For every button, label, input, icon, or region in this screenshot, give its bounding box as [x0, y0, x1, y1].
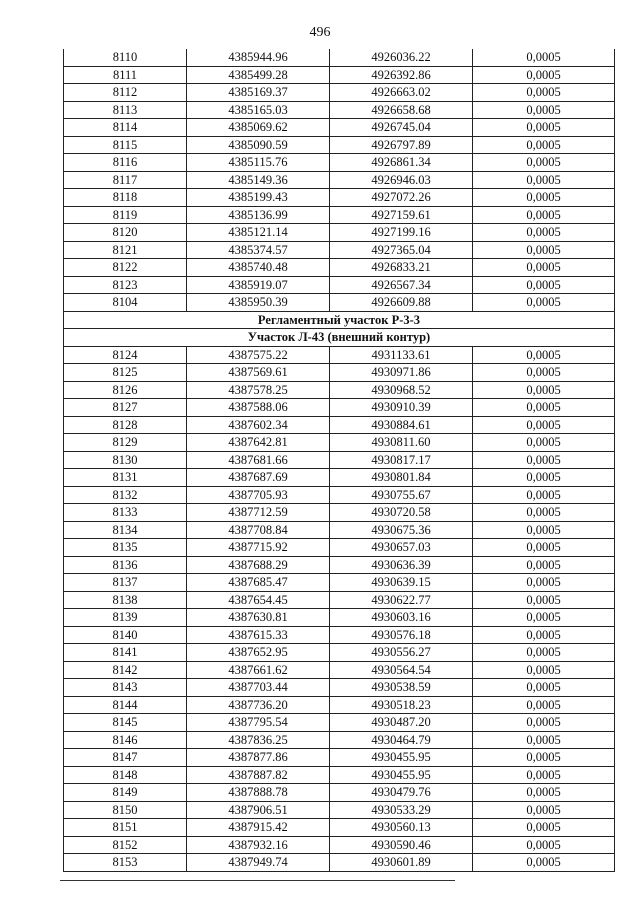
y-coordinate-cell: 4930657.03 [330, 539, 473, 557]
point-number-cell: 8122 [64, 259, 187, 277]
point-number-cell: 8141 [64, 644, 187, 662]
y-coordinate-cell: 4927365.04 [330, 241, 473, 259]
accuracy-cell: 0,0005 [473, 556, 615, 574]
table-row [64, 416, 615, 434]
y-coordinate-cell: 4930455.95 [330, 749, 473, 767]
y-coordinate-cell: 4930817.17 [330, 451, 473, 469]
accuracy-cell: 0,0005 [473, 696, 615, 714]
point-number-cell: 8145 [64, 714, 187, 732]
coordinates-table [63, 49, 615, 872]
x-coordinate-cell: 4385199.43 [187, 189, 330, 207]
point-number-cell: 8119 [64, 206, 187, 224]
table-row [64, 294, 615, 312]
point-number-cell: 8148 [64, 766, 187, 784]
x-coordinate-cell: 4387703.44 [187, 679, 330, 697]
accuracy-cell: 0,0005 [473, 644, 615, 662]
point-number-cell: 8120 [64, 224, 187, 242]
table-row [64, 49, 615, 66]
table-row [64, 469, 615, 487]
x-coordinate-cell: 4387661.62 [187, 661, 330, 679]
accuracy-cell: 0,0005 [473, 574, 615, 592]
accuracy-cell: 0,0005 [473, 171, 615, 189]
point-number-cell: 8135 [64, 539, 187, 557]
x-coordinate-cell: 4385165.03 [187, 101, 330, 119]
y-coordinate-cell: 4930910.39 [330, 399, 473, 417]
accuracy-cell: 0,0005 [473, 224, 615, 242]
x-coordinate-cell: 4385136.99 [187, 206, 330, 224]
table-row [64, 84, 615, 102]
x-coordinate-cell: 4387630.81 [187, 609, 330, 627]
table-row [64, 661, 615, 679]
x-coordinate-cell: 4385169.37 [187, 84, 330, 102]
accuracy-cell: 0,0005 [473, 661, 615, 679]
table-row [64, 66, 615, 84]
point-number-cell: 8138 [64, 591, 187, 609]
table-row [64, 801, 615, 819]
y-coordinate-cell: 4927159.61 [330, 206, 473, 224]
x-coordinate-cell: 4387705.93 [187, 486, 330, 504]
accuracy-cell: 0,0005 [473, 66, 615, 84]
table-row [64, 626, 615, 644]
point-number-cell: 8129 [64, 434, 187, 452]
accuracy-cell: 0,0005 [473, 294, 615, 312]
accuracy-cell: 0,0005 [473, 591, 615, 609]
y-coordinate-cell: 4930479.76 [330, 784, 473, 802]
point-number-cell: 8153 [64, 854, 187, 872]
accuracy-cell: 0,0005 [473, 626, 615, 644]
accuracy-cell: 0,0005 [473, 259, 615, 277]
x-coordinate-cell: 4387712.59 [187, 504, 330, 522]
point-number-cell: 8150 [64, 801, 187, 819]
x-coordinate-cell: 4387575.22 [187, 346, 330, 364]
y-coordinate-cell: 4930564.54 [330, 661, 473, 679]
subsection-title-row [64, 329, 615, 347]
point-number-cell: 8123 [64, 276, 187, 294]
table-row [64, 259, 615, 277]
y-coordinate-cell: 4930720.58 [330, 504, 473, 522]
table-row [64, 766, 615, 784]
y-coordinate-cell: 4930971.86 [330, 364, 473, 382]
y-coordinate-cell: 4930811.60 [330, 434, 473, 452]
y-coordinate-cell: 4930464.79 [330, 731, 473, 749]
point-number-cell: 8126 [64, 381, 187, 399]
y-coordinate-cell: 4930518.23 [330, 696, 473, 714]
accuracy-cell: 0,0005 [473, 766, 615, 784]
y-coordinate-cell: 4930533.29 [330, 801, 473, 819]
table-row [64, 556, 615, 574]
point-number-cell: 8124 [64, 346, 187, 364]
accuracy-cell: 0,0005 [473, 801, 615, 819]
point-number-cell: 8118 [64, 189, 187, 207]
point-number-cell: 8117 [64, 171, 187, 189]
accuracy-cell: 0,0005 [473, 276, 615, 294]
y-coordinate-cell: 4930639.15 [330, 574, 473, 592]
accuracy-cell: 0,0005 [473, 381, 615, 399]
x-coordinate-cell: 4387708.84 [187, 521, 330, 539]
x-coordinate-cell: 4387915.42 [187, 819, 330, 837]
point-number-cell: 8114 [64, 119, 187, 137]
table-row [64, 381, 615, 399]
x-coordinate-cell: 4387795.54 [187, 714, 330, 732]
table-row [64, 224, 615, 242]
table-row [64, 451, 615, 469]
accuracy-cell: 0,0005 [473, 819, 615, 837]
point-number-cell: 8139 [64, 609, 187, 627]
accuracy-cell: 0,0005 [473, 364, 615, 382]
accuracy-cell: 0,0005 [473, 539, 615, 557]
x-coordinate-cell: 4385121.14 [187, 224, 330, 242]
table-row [64, 364, 615, 382]
table-row [64, 749, 615, 767]
accuracy-cell: 0,0005 [473, 189, 615, 207]
point-number-cell: 8144 [64, 696, 187, 714]
point-number-cell: 8111 [64, 66, 187, 84]
table-row [64, 154, 615, 172]
y-coordinate-cell: 4926609.88 [330, 294, 473, 312]
x-coordinate-cell: 4387588.06 [187, 399, 330, 417]
point-number-cell: 8142 [64, 661, 187, 679]
table-row [64, 784, 615, 802]
accuracy-cell: 0,0005 [473, 486, 615, 504]
table-row [64, 136, 615, 154]
accuracy-cell: 0,0005 [473, 241, 615, 259]
y-coordinate-cell: 4927072.26 [330, 189, 473, 207]
y-coordinate-cell: 4931133.61 [330, 346, 473, 364]
table-row [64, 591, 615, 609]
accuracy-cell: 0,0005 [473, 749, 615, 767]
accuracy-cell: 0,0005 [473, 679, 615, 697]
table-row [64, 486, 615, 504]
table-row [64, 854, 615, 872]
point-number-cell: 8136 [64, 556, 187, 574]
section-title-row [64, 311, 615, 329]
accuracy-cell: 0,0005 [473, 451, 615, 469]
y-coordinate-cell: 4926833.21 [330, 259, 473, 277]
point-number-cell: 8134 [64, 521, 187, 539]
table-section-b [64, 346, 615, 871]
x-coordinate-cell: 4387736.20 [187, 696, 330, 714]
table-row [64, 521, 615, 539]
accuracy-cell: 0,0005 [473, 469, 615, 487]
page-number: 496 [309, 25, 331, 40]
table-section-a [64, 49, 615, 311]
x-coordinate-cell: 4387569.61 [187, 364, 330, 382]
x-coordinate-cell: 4385950.39 [187, 294, 330, 312]
point-number-cell: 8151 [64, 819, 187, 837]
y-coordinate-cell: 4930675.36 [330, 521, 473, 539]
accuracy-cell: 0,0005 [473, 731, 615, 749]
point-number-cell: 8130 [64, 451, 187, 469]
table-row [64, 696, 615, 714]
table-row [64, 679, 615, 697]
table-row [64, 399, 615, 417]
x-coordinate-cell: 4387888.78 [187, 784, 330, 802]
subsection-title: Участок Л-43 (внешний контур) [64, 329, 615, 347]
point-number-cell: 8143 [64, 679, 187, 697]
table-row [64, 189, 615, 207]
y-coordinate-cell: 4926861.34 [330, 154, 473, 172]
accuracy-cell: 0,0005 [473, 49, 615, 66]
point-number-cell: 8115 [64, 136, 187, 154]
y-coordinate-cell: 4926946.03 [330, 171, 473, 189]
y-coordinate-cell: 4930576.18 [330, 626, 473, 644]
x-coordinate-cell: 4387602.34 [187, 416, 330, 434]
y-coordinate-cell: 4930801.84 [330, 469, 473, 487]
y-coordinate-cell: 4930487.20 [330, 714, 473, 732]
point-number-cell: 8146 [64, 731, 187, 749]
table-row [64, 836, 615, 854]
accuracy-cell: 0,0005 [473, 346, 615, 364]
table-row [64, 276, 615, 294]
y-coordinate-cell: 4930622.77 [330, 591, 473, 609]
x-coordinate-cell: 4385115.76 [187, 154, 330, 172]
point-number-cell: 8152 [64, 836, 187, 854]
accuracy-cell: 0,0005 [473, 154, 615, 172]
y-coordinate-cell: 4926797.89 [330, 136, 473, 154]
x-coordinate-cell: 4387836.25 [187, 731, 330, 749]
accuracy-cell: 0,0005 [473, 854, 615, 872]
x-coordinate-cell: 4387685.47 [187, 574, 330, 592]
accuracy-cell: 0,0005 [473, 119, 615, 137]
x-coordinate-cell: 4385149.36 [187, 171, 330, 189]
table-row [64, 101, 615, 119]
point-number-cell: 8125 [64, 364, 187, 382]
table-row [64, 731, 615, 749]
point-number-cell: 8104 [64, 294, 187, 312]
table-row [64, 241, 615, 259]
accuracy-cell: 0,0005 [473, 136, 615, 154]
table-row [64, 714, 615, 732]
accuracy-cell: 0,0005 [473, 434, 615, 452]
y-coordinate-cell: 4930603.16 [330, 609, 473, 627]
table-row [64, 206, 615, 224]
x-coordinate-cell: 4387949.74 [187, 854, 330, 872]
point-number-cell: 8131 [64, 469, 187, 487]
y-coordinate-cell: 4930560.13 [330, 819, 473, 837]
table-section-headers [64, 311, 615, 346]
y-coordinate-cell: 4926658.68 [330, 101, 473, 119]
x-coordinate-cell: 4385499.28 [187, 66, 330, 84]
y-coordinate-cell: 4926392.86 [330, 66, 473, 84]
table-row [64, 609, 615, 627]
table-row [64, 504, 615, 522]
y-coordinate-cell: 4926745.04 [330, 119, 473, 137]
accuracy-cell: 0,0005 [473, 836, 615, 854]
x-coordinate-cell: 4385069.62 [187, 119, 330, 137]
y-coordinate-cell: 4930968.52 [330, 381, 473, 399]
table-row [64, 434, 615, 452]
point-number-cell: 8133 [64, 504, 187, 522]
y-coordinate-cell: 4930538.59 [330, 679, 473, 697]
y-coordinate-cell: 4930884.61 [330, 416, 473, 434]
y-coordinate-cell: 4930755.67 [330, 486, 473, 504]
point-number-cell: 8116 [64, 154, 187, 172]
accuracy-cell: 0,0005 [473, 609, 615, 627]
x-coordinate-cell: 4387654.45 [187, 591, 330, 609]
x-coordinate-cell: 4387681.66 [187, 451, 330, 469]
y-coordinate-cell: 4930601.89 [330, 854, 473, 872]
y-coordinate-cell: 4930636.39 [330, 556, 473, 574]
x-coordinate-cell: 4385374.57 [187, 241, 330, 259]
y-coordinate-cell: 4930455.95 [330, 766, 473, 784]
y-coordinate-cell: 4926567.34 [330, 276, 473, 294]
point-number-cell: 8128 [64, 416, 187, 434]
y-coordinate-cell: 4930590.46 [330, 836, 473, 854]
table-row [64, 644, 615, 662]
accuracy-cell: 0,0005 [473, 101, 615, 119]
point-number-cell: 8140 [64, 626, 187, 644]
point-number-cell: 8127 [64, 399, 187, 417]
x-coordinate-cell: 4387887.82 [187, 766, 330, 784]
x-coordinate-cell: 4387615.33 [187, 626, 330, 644]
x-coordinate-cell: 4387877.86 [187, 749, 330, 767]
table-row [64, 539, 615, 557]
x-coordinate-cell: 4387932.16 [187, 836, 330, 854]
x-coordinate-cell: 4385740.48 [187, 259, 330, 277]
point-number-cell: 8112 [64, 84, 187, 102]
x-coordinate-cell: 4385090.59 [187, 136, 330, 154]
point-number-cell: 8132 [64, 486, 187, 504]
accuracy-cell: 0,0005 [473, 84, 615, 102]
table-row [64, 819, 615, 837]
accuracy-cell: 0,0005 [473, 399, 615, 417]
x-coordinate-cell: 4385919.07 [187, 276, 330, 294]
x-coordinate-cell: 4387688.29 [187, 556, 330, 574]
point-number-cell: 8121 [64, 241, 187, 259]
x-coordinate-cell: 4387652.95 [187, 644, 330, 662]
point-number-cell: 8137 [64, 574, 187, 592]
accuracy-cell: 0,0005 [473, 416, 615, 434]
y-coordinate-cell: 4927199.16 [330, 224, 473, 242]
point-number-cell: 8149 [64, 784, 187, 802]
y-coordinate-cell: 4926036.22 [330, 49, 473, 66]
y-coordinate-cell: 4926663.02 [330, 84, 473, 102]
accuracy-cell: 0,0005 [473, 714, 615, 732]
point-number-cell: 8110 [64, 49, 187, 66]
accuracy-cell: 0,0005 [473, 504, 615, 522]
x-coordinate-cell: 4387687.69 [187, 469, 330, 487]
x-coordinate-cell: 4387578.25 [187, 381, 330, 399]
x-coordinate-cell: 4387642.81 [187, 434, 330, 452]
table-row [64, 119, 615, 137]
y-coordinate-cell: 4930556.27 [330, 644, 473, 662]
point-number-cell: 8147 [64, 749, 187, 767]
x-coordinate-cell: 4387906.51 [187, 801, 330, 819]
x-coordinate-cell: 4387715.92 [187, 539, 330, 557]
table-row [64, 574, 615, 592]
section-title: Регламентный участок Р-3-3 [64, 311, 615, 329]
accuracy-cell: 0,0005 [473, 784, 615, 802]
page-bottom-rule [60, 880, 455, 881]
x-coordinate-cell: 4385944.96 [187, 49, 330, 66]
table-row [64, 346, 615, 364]
accuracy-cell: 0,0005 [473, 206, 615, 224]
table-row [64, 171, 615, 189]
point-number-cell: 8113 [64, 101, 187, 119]
accuracy-cell: 0,0005 [473, 521, 615, 539]
